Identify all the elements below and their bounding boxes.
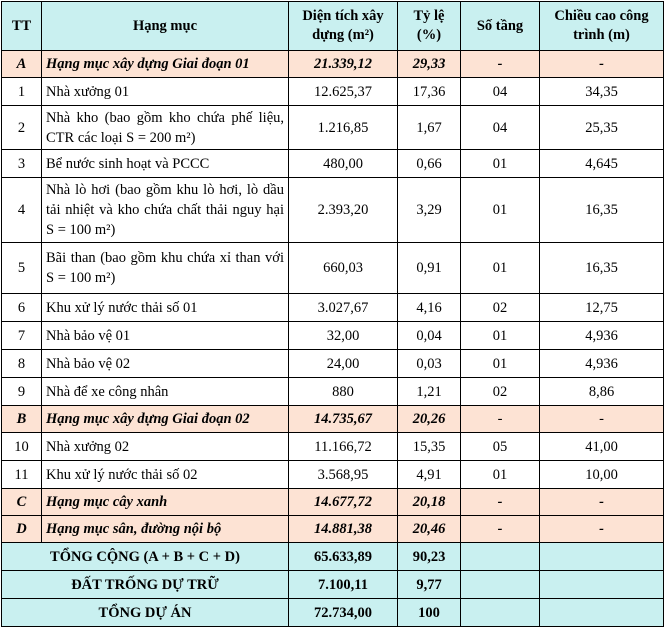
cell-height: 4,936 (540, 350, 664, 378)
cell-height: 34,35 (540, 78, 664, 106)
cell-item: Bể nước sinh hoạt và PCCC (42, 150, 289, 178)
cell-ratio: 4,91 (398, 461, 461, 489)
cell-tt: C (2, 489, 42, 516)
cell-height: 12,75 (540, 294, 664, 322)
cell-ratio: 20,18 (398, 489, 461, 516)
cell-item: Nhà xưởng 01 (42, 78, 289, 106)
project-total-ratio: 100 (398, 599, 461, 627)
cell-item: Hạng mục xây dựng Giai đoạn 01 (42, 51, 289, 78)
cell-height: 16,35 (540, 178, 664, 243)
table-row (2, 322, 664, 350)
cell-ratio: 20,46 (398, 516, 461, 543)
cell-item: Bãi than (bao gồm khu chứa xỉ than với S = 100 m²) (42, 243, 289, 294)
empty-cell (461, 571, 540, 599)
header-floors: Số tầng (461, 2, 540, 51)
section-row-b (2, 406, 664, 433)
cell-height: 4,936 (540, 322, 664, 350)
cell-item: Nhà để xe công nhân (42, 378, 289, 406)
cell-tt: 11 (2, 461, 42, 489)
cell-tt: 4 (2, 178, 42, 243)
cell-ratio: 20,26 (398, 406, 461, 433)
cell-area: 3.568,95 (289, 461, 398, 489)
reserve-row (2, 571, 664, 599)
table-row (2, 178, 664, 243)
cell-area: 11.166,72 (289, 433, 398, 461)
cell-floors: 01 (461, 350, 540, 378)
cell-tt: A (2, 51, 42, 78)
cell-tt: 8 (2, 350, 42, 378)
cell-floors: 02 (461, 378, 540, 406)
cell-tt: D (2, 516, 42, 543)
section-row-a (2, 51, 664, 78)
cell-floors: 04 (461, 106, 540, 150)
header-row (2, 2, 664, 51)
cell-tt: 10 (2, 433, 42, 461)
cell-item: Hạng mục xây dựng Giai đoạn 02 (42, 406, 289, 433)
total-area: 65.633,89 (289, 543, 398, 571)
cell-item: Hạng mục cây xanh (42, 489, 289, 516)
cell-floors: 01 (461, 150, 540, 178)
cell-floors: 01 (461, 461, 540, 489)
cell-area: 660,03 (289, 243, 398, 294)
cell-floors: 01 (461, 178, 540, 243)
table-row (2, 294, 664, 322)
cell-ratio: 4,16 (398, 294, 461, 322)
table-row (2, 150, 664, 178)
cell-floors: - (461, 51, 540, 78)
reserve-area: 7.100,11 (289, 571, 398, 599)
project-total-label: TỔNG DỰ ÁN (2, 599, 289, 627)
cell-tt: 3 (2, 150, 42, 178)
table-row (2, 378, 664, 406)
header-tt: TT (2, 2, 42, 51)
cell-height: - (540, 406, 664, 433)
cell-tt: 6 (2, 294, 42, 322)
cell-area: 24,00 (289, 350, 398, 378)
cell-area: 12.625,37 (289, 78, 398, 106)
cell-tt: B (2, 406, 42, 433)
cell-item: Nhà xưởng 02 (42, 433, 289, 461)
cell-item: Khu xử lý nước thải số 01 (42, 294, 289, 322)
cell-ratio: 1,21 (398, 378, 461, 406)
cell-height: - (540, 489, 664, 516)
cell-area: 14.735,67 (289, 406, 398, 433)
cell-area: 880 (289, 378, 398, 406)
cell-height: 41,00 (540, 433, 664, 461)
table-row (2, 243, 664, 294)
cell-area: 480,00 (289, 150, 398, 178)
cell-area: 21.339,12 (289, 51, 398, 78)
cell-area: 3.027,67 (289, 294, 398, 322)
cell-floors: - (461, 406, 540, 433)
reserve-ratio: 9,77 (398, 571, 461, 599)
section-row-c (2, 489, 664, 516)
cell-ratio: 0,66 (398, 150, 461, 178)
cell-area: 14.677,72 (289, 489, 398, 516)
total-label: TỔNG CỘNG (A + B + C + D) (2, 543, 289, 571)
cell-area: 32,00 (289, 322, 398, 350)
empty-cell (540, 571, 664, 599)
cell-tt: 9 (2, 378, 42, 406)
cell-tt: 2 (2, 106, 42, 150)
header-height: Chiều cao công trình (m) (540, 2, 664, 51)
cell-ratio: 3,29 (398, 178, 461, 243)
cell-ratio: 15,35 (398, 433, 461, 461)
project-total-row (2, 599, 664, 627)
table-row (2, 78, 664, 106)
section-row-d (2, 516, 664, 543)
cell-ratio: 0,04 (398, 322, 461, 350)
cell-floors: 01 (461, 322, 540, 350)
cell-item: Nhà bảo vệ 02 (42, 350, 289, 378)
total-row (2, 543, 664, 571)
header-item: Hạng mục (42, 2, 289, 51)
building-items-table (1, 1, 664, 627)
cell-ratio: 1,67 (398, 106, 461, 150)
cell-ratio: 0,91 (398, 243, 461, 294)
header-area: Diện tích xây dựng (m²) (289, 2, 398, 51)
table-row (2, 350, 664, 378)
empty-cell (461, 599, 540, 627)
cell-ratio: 0,03 (398, 350, 461, 378)
cell-height: - (540, 51, 664, 78)
cell-floors: 01 (461, 243, 540, 294)
cell-ratio: 17,36 (398, 78, 461, 106)
cell-item: Nhà bảo vệ 01 (42, 322, 289, 350)
cell-tt: 5 (2, 243, 42, 294)
cell-height: 4,645 (540, 150, 664, 178)
cell-tt: 7 (2, 322, 42, 350)
cell-height: 16,35 (540, 243, 664, 294)
cell-ratio: 29,33 (398, 51, 461, 78)
empty-cell (461, 543, 540, 571)
cell-height: - (540, 516, 664, 543)
cell-floors: 04 (461, 78, 540, 106)
cell-tt: 1 (2, 78, 42, 106)
table-row (2, 106, 664, 150)
cell-height: 10,00 (540, 461, 664, 489)
cell-item: Hạng mục sân, đường nội bộ (42, 516, 289, 543)
cell-item: Khu xử lý nước thải số 02 (42, 461, 289, 489)
cell-item: Nhà kho (bao gồm kho chứa phế liệu, CTR các loại S = 200 m²) (42, 106, 289, 150)
empty-cell (540, 543, 664, 571)
table-row (2, 461, 664, 489)
cell-area: 1.216,85 (289, 106, 398, 150)
table-row (2, 433, 664, 461)
cell-floors: 02 (461, 294, 540, 322)
cell-height: 8,86 (540, 378, 664, 406)
cell-floors: - (461, 489, 540, 516)
reserve-label: ĐẤT TRỐNG DỰ TRỮ (2, 571, 289, 599)
cell-item: Nhà lò hơi (bao gồm khu lò hơi, lò dầu tải nhiệt và kho chứa chất thải nguy hại S = 100 m²) (42, 178, 289, 243)
total-ratio: 90,23 (398, 543, 461, 571)
project-total-area: 72.734,00 (289, 599, 398, 627)
cell-height: 25,35 (540, 106, 664, 150)
cell-floors: - (461, 516, 540, 543)
cell-area: 14.881,38 (289, 516, 398, 543)
header-ratio: Tỷ lệ (%) (398, 2, 461, 51)
empty-cell (540, 599, 664, 627)
cell-area: 2.393,20 (289, 178, 398, 243)
cell-floors: 05 (461, 433, 540, 461)
